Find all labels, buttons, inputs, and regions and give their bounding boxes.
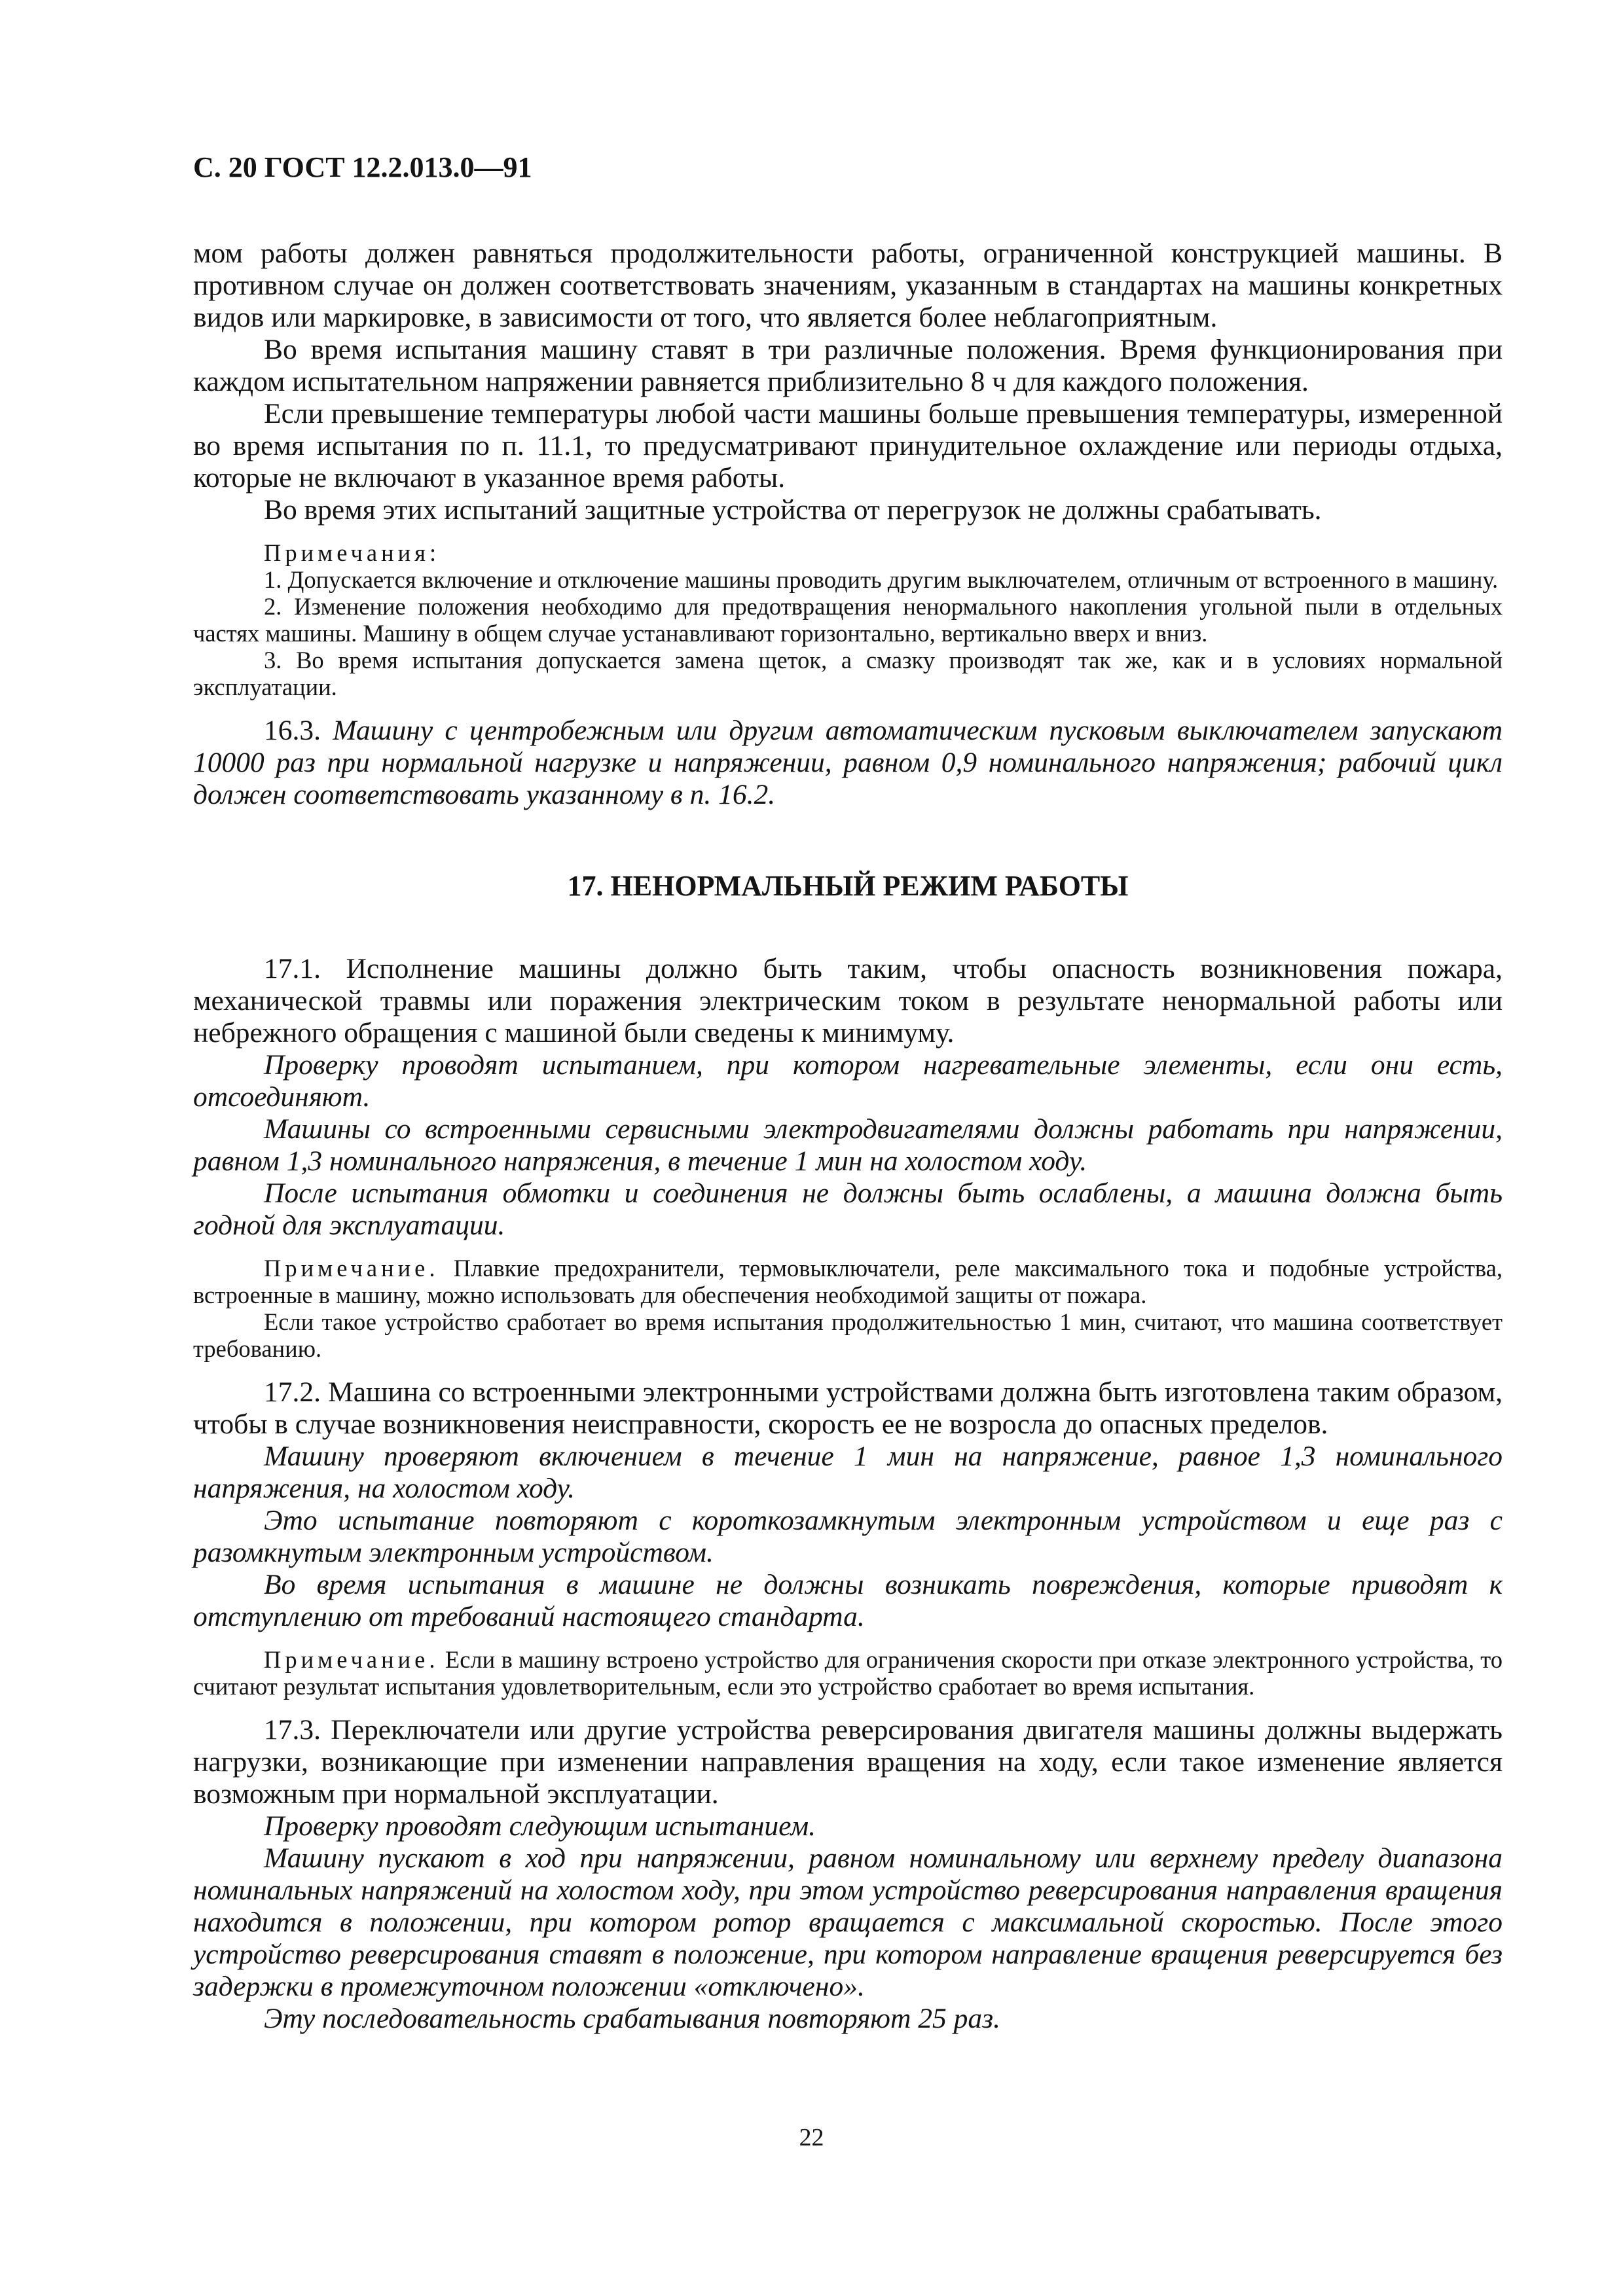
paragraph-17-3: 17.3. Переключатели или другие устройства реверсирования двигателя машины должны выдержать нагрузки, возникающие при изменении направления вращения на ходу, если такое изменение является возможным при нормальной эксплуатации. <box>193 1714 1503 1810</box>
paragraph: Машину пускают в ход при напряжении, равном номинальному или верхнему пределу диапазона номинальных напряжений на холостом ходу, при этом устройство реверсирования направления вращения находится в положении, при котором ротор вращается с максимальной скоростью. После этого устройство реверсирования ставят в положение, при котором направление вращения реверсируется без задержки в промежуточном положении «отключено». <box>193 1842 1503 2002</box>
note-text: Если в машину встроено устройство для ограничения скорости при отказе электронного устройства, то считают результат испытания удовлетворительным, если это устройство сработает во время испытания. <box>193 1646 1503 1700</box>
page-header: С. 20 ГОСТ 12.2.013.0—91 <box>193 151 532 183</box>
note-block <box>193 1255 1503 1362</box>
paragraph: Во время испытания машину ставят в три различные положения. Время функционирования при каждом испытательном напряжении равняется приблизительно 8 ч для каждого положения. <box>193 334 1503 397</box>
section-title: 17. НЕНОРМАЛЬНЫЙ РЕЖИМ РАБОТЫ <box>567 870 1129 902</box>
paragraph: Проверку проводят следующим испытанием. <box>264 1810 816 1842</box>
notes-block <box>193 539 1503 700</box>
document-page <box>193 151 1503 2035</box>
paragraph: Машины со встроенными сервисными электродвигателями должны работать при напряжении, равном 1,3 номинального напряжения, в течение 1 мин на холостом ходу. <box>193 1113 1503 1177</box>
paragraph: Эту последовательность срабатывания повторяют 25 раз. <box>264 2003 1000 2034</box>
note-item: 3. Во время испытания допускается замена щеток, а смазку производят так же, как и в условиях нормальной эксплуатации. <box>193 647 1503 700</box>
notes-title: Примечания: <box>264 539 441 566</box>
document-body <box>193 238 1503 2035</box>
page-number: 22 <box>799 2124 824 2151</box>
note-item: Если такое устройство сработает во время испытания продолжительностью 1 мин, считают, что машина соответствует требованию. <box>193 1308 1503 1362</box>
note-item <box>193 1255 1503 1308</box>
paragraph: Во время испытания в машине не должны возникать повреждения, которые приводят к отступлению от требований настоящего стандарта. <box>193 1569 1503 1632</box>
paragraph: мом работы должен равняться продолжительности работы, ограниченной конструкцией машины. В противном случае он должен соответствовать значениям, указанным в стандартах на машины конкретных видов или маркировке, в зависимости от того, что является более неблагоприятным. <box>193 238 1503 333</box>
paragraph: Во время этих испытаний защитные устройства от перегрузок не должны срабатывать. <box>264 494 1322 526</box>
note-item <box>193 1646 1503 1700</box>
note-block <box>193 1646 1503 1700</box>
paragraph: Проверку проводят испытанием, при котором нагревательные элементы, если они есть, отсоединяют. <box>193 1049 1503 1113</box>
note-label: Примечание. <box>264 1255 439 1282</box>
paragraph-17-2: 17.2. Машина со встроенными электронными устройствами должна быть изготовлена таким образом, чтобы в случае возникновения неисправности, скорость ее не возросла до опасных пределов. <box>193 1376 1503 1440</box>
note-text: Плавкие предохранители, термовыключатели, реле максимального тока и подобные устройства, встроенные в машину, можно использовать для обеспечения необходимой защиты от пожара. <box>193 1255 1503 1308</box>
paragraph: После испытания обмотки и соединения не должны быть ослаблены, а машина должна быть годной для эксплуатации. <box>193 1177 1503 1241</box>
note-item: 1. Допускается включение и отключение машины проводить другим выключателем, отличным от встроенного в машину. <box>264 566 1499 593</box>
paragraph: Машину проверяют включением в течение 1 мин на напряжение, равное 1,3 номинального напряжения, на холостом ходу. <box>193 1441 1503 1504</box>
paragraph: Это испытание повторяют с короткозамкнутым электронным устройством и еще раз с разомкнутым электронным устройством. <box>193 1505 1503 1568</box>
paragraph-16-3 <box>193 715 1503 811</box>
note-item: 2. Изменение положения необходимо для предотвращения ненормального накопления угольной пыли в отдельных частях машины. Машину в общем случае устанавливают горизонтально, вертикально вверх и вниз. <box>193 593 1503 647</box>
note-label: Примечание. <box>264 1646 439 1673</box>
clause-number: 16.3. <box>264 715 321 746</box>
clause-text: Машину с центробежным или другим автоматическим пусковым выключателем запускают 10000 раз при нормальной нагрузке и напряжении, равном 0,9 номинального напряжения; рабочий цикл должен соответствовать указанному в п. 16.2. <box>193 715 1503 810</box>
paragraph: Если превышение температуры любой части машины больше превышения температуры, измеренной во время испытания по п. 11.1, то предусматривают принудительное охлаждение или периоды отдыха, которые не включают в указанное время работы. <box>193 398 1503 493</box>
paragraph-17-1: 17.1. Исполнение машины должно быть таким, чтобы опасность возникновения пожара, механической травмы или поражения электрическим током в результате ненормальной работы или небрежного обращения с машиной были сведены к минимуму. <box>193 953 1503 1049</box>
